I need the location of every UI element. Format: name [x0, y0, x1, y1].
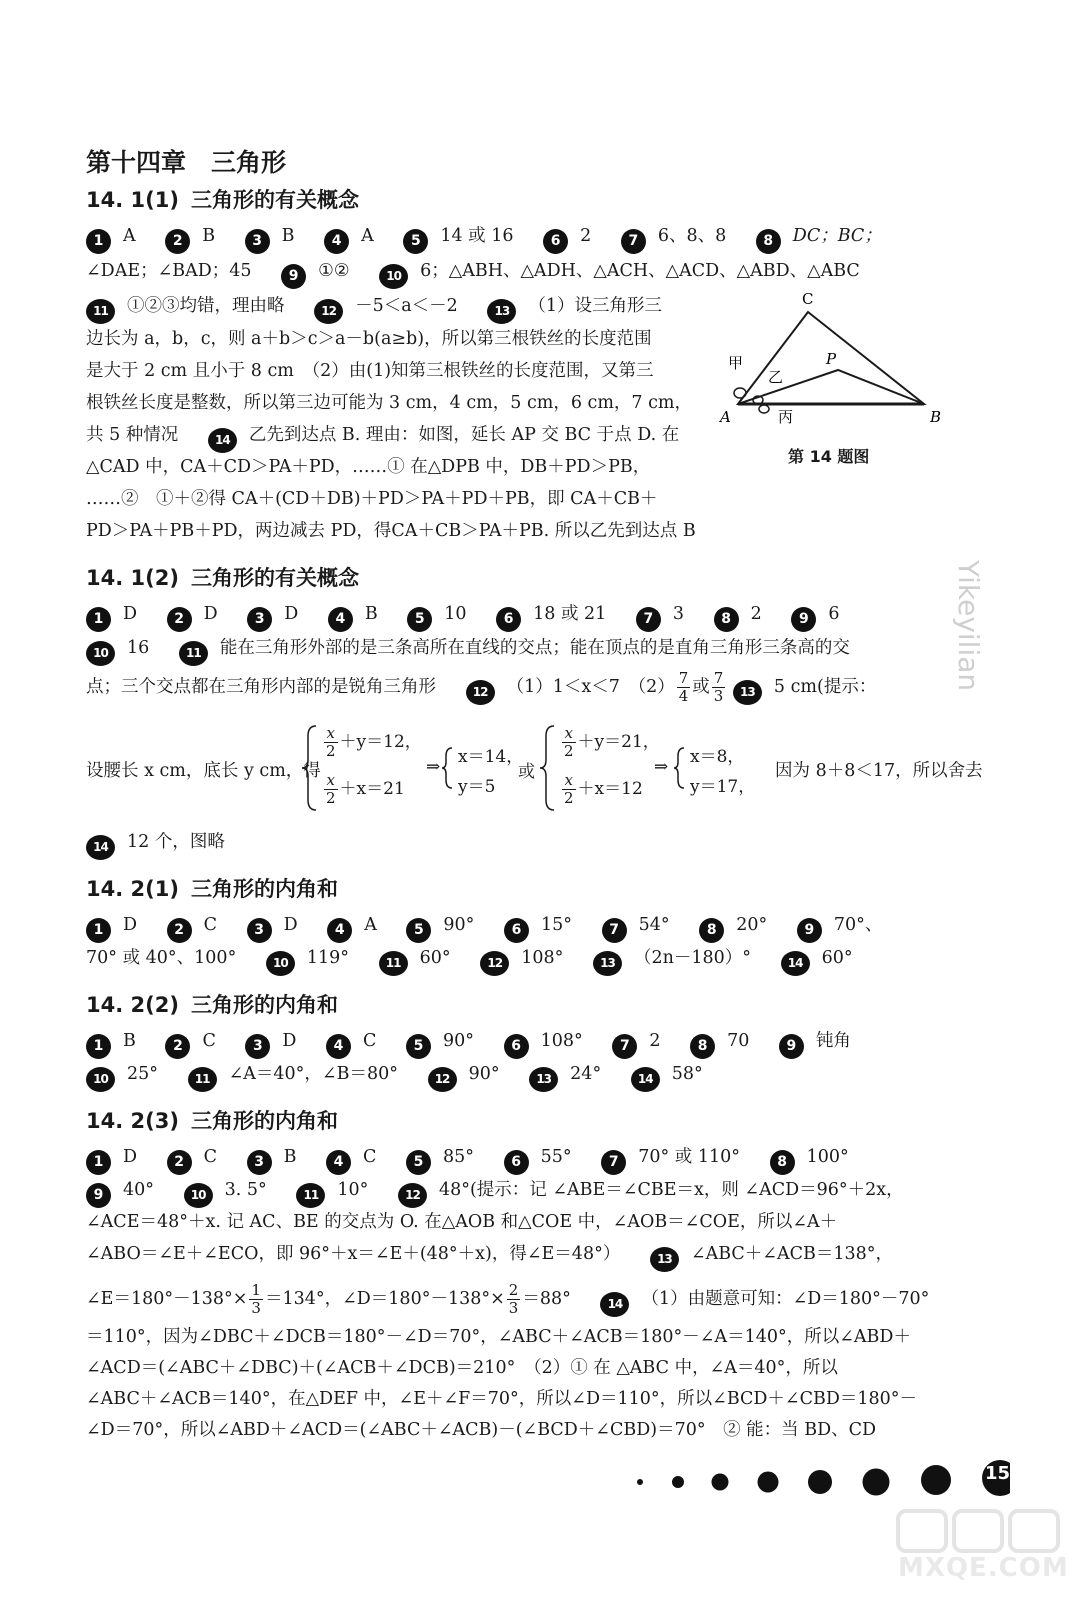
answer: ①②③均错，理由略 — [127, 296, 285, 316]
question-badge: 9 — [281, 264, 306, 289]
label-bing: 丙 — [778, 408, 794, 426]
answer-line — [86, 634, 850, 666]
answer: 10° — [337, 1180, 369, 1200]
question-badge: 2 — [167, 607, 192, 632]
answer: B — [283, 1147, 297, 1167]
question-badge: 2 — [165, 229, 190, 254]
fraction: $\frac{2}{3}$ — [508, 1281, 519, 1317]
answer: 16 — [127, 638, 150, 658]
question-badge: 13 — [487, 299, 516, 324]
question-badge: 9 — [797, 918, 822, 943]
answer: 85° — [443, 1147, 475, 1167]
answer: D — [282, 1031, 297, 1051]
answer: －5＜a＜－2 — [355, 296, 458, 316]
answer-text: ∠ABC＋∠ACB＝140°，在△DEF 中，∠E＋∠F＝70°，所以∠D＝110°，所以∠BCD＋∠CBD＝180°－ — [86, 1389, 918, 1409]
answer: 90° — [468, 1064, 500, 1084]
question-badge: 1 — [86, 1150, 111, 1175]
answer-line — [86, 911, 882, 943]
answer-line — [86, 944, 853, 976]
question-badge: 3 — [247, 607, 272, 632]
question-badge: 9 — [791, 607, 816, 632]
answer: C — [203, 915, 217, 935]
answer: D — [283, 915, 298, 935]
question-badge: 13 — [733, 680, 762, 705]
section-title: 三角形的有关概念 — [191, 566, 359, 590]
answer: 或 — [692, 677, 710, 697]
question-badge: 12 — [398, 1183, 427, 1208]
section-heading-14-2-1 — [86, 873, 338, 903]
question-badge: 9 — [779, 1034, 804, 1059]
answer: 70 — [727, 1031, 750, 1051]
answer-line — [86, 1143, 849, 1175]
answer: 钝角 — [815, 1031, 851, 1051]
question-badge: 5 — [406, 918, 431, 943]
answer: 119° — [306, 948, 350, 968]
equation: $\frac{x}{2}$ ＋x＝12 — [564, 771, 643, 807]
system-intro: 设腰长 x cm，底长 y cm，得 — [86, 761, 321, 781]
answer-text: 因为 8＋8＜17，所以舍去 — [775, 761, 983, 781]
answer: 108° — [521, 948, 564, 968]
section-number: 14. 2(3) — [86, 1109, 179, 1133]
question-badge: 10 — [266, 951, 295, 976]
question-badge: 5 — [406, 1150, 431, 1175]
brand-text: MXQE.COM — [898, 1553, 1069, 1583]
question-badge: 6 — [504, 918, 529, 943]
answer: ∠ABO＝∠E＋∠ECO，即 96°＋x＝∠E＋(48°＋x)，得∠E＝48°） — [86, 1244, 621, 1264]
question-badge: 4 — [328, 607, 353, 632]
implies-arrow: ⇒ — [654, 757, 669, 777]
answer: 6 — [828, 604, 840, 624]
question-badge: 14 — [86, 835, 115, 860]
section-number: 14. 1(1) — [86, 188, 179, 212]
answer: （1）1＜x＜7 （2） — [506, 677, 675, 697]
answer: C — [363, 1031, 377, 1051]
question-badge: 1 — [86, 229, 111, 254]
question-badge: 7 — [602, 918, 627, 943]
answer: ∠DAE；∠BAD；45 — [86, 261, 252, 281]
question-badge: 8 — [699, 918, 724, 943]
question-badge: 9 — [86, 1183, 111, 1208]
section-title: 三角形的内角和 — [191, 877, 338, 901]
answer: 60° — [419, 948, 451, 968]
answer: B — [202, 226, 216, 246]
answer: 90° — [443, 1031, 475, 1051]
answer: 58° — [671, 1064, 703, 1084]
answer: 60° — [821, 948, 853, 968]
page-dots-decoration — [630, 1458, 1010, 1508]
answer: 70° 或 40°、100° — [86, 948, 237, 968]
answer-text: 是大于 2 cm 且小于 8 cm （2）由(1)知第三根铁丝的长度范围，又第三 — [86, 361, 654, 381]
question-badge: 12 — [428, 1067, 457, 1092]
question-badge: 10 — [86, 1067, 115, 1092]
answer: 100° — [806, 1147, 849, 1167]
fraction: $\frac{1}{3}$ — [251, 1281, 261, 1317]
question-badge: 6 — [496, 607, 521, 632]
question-badge: 10 — [379, 264, 408, 289]
question-badge: 11 — [188, 1067, 217, 1092]
answer: 40° — [123, 1180, 155, 1200]
answer-line — [86, 1240, 893, 1272]
question-badge: 10 — [86, 641, 115, 666]
implies-arrow: ⇒ — [426, 757, 441, 777]
question-badge: 3 — [247, 918, 272, 943]
answer: C — [202, 1031, 216, 1051]
answer: 55° — [540, 1147, 572, 1167]
question-badge: 7 — [601, 1150, 626, 1175]
answer: 3. 5° — [224, 1180, 267, 1200]
section-number: 14. 2(1) — [86, 877, 179, 901]
vertex-label-c: C — [802, 290, 814, 308]
answer-line — [86, 828, 225, 860]
question-badge: 4 — [324, 229, 349, 254]
answer-line — [86, 222, 882, 254]
answer: 共 5 种情况 — [86, 425, 179, 445]
answer: DC；BC； — [792, 226, 882, 246]
question-badge: 13 — [529, 1067, 558, 1092]
question-badge: 1 — [86, 607, 111, 632]
answer: C — [363, 1147, 377, 1167]
point-label-p: P — [826, 350, 837, 368]
section-title: 三角形的内角和 — [191, 993, 338, 1017]
question-badge: 11 — [296, 1183, 325, 1208]
answer: 70° 或 110° — [638, 1147, 741, 1167]
question-badge: 3 — [245, 1034, 270, 1059]
answer: 12 个，图略 — [127, 832, 225, 852]
answer: 25° — [127, 1064, 159, 1084]
answer: D — [123, 915, 138, 935]
question-badge: 12 — [466, 680, 495, 705]
answer: 18 或 21 — [533, 604, 607, 624]
answer-text: ∠ACE＝48°＋x. 记 AC、BE 的交点为 O. 在△AOB 和△COE 中，∠AOB＝∠COE，所以∠A＋ — [86, 1212, 838, 1232]
answer: 54° — [638, 915, 670, 935]
question-badge: 8 — [690, 1034, 715, 1059]
answer: C — [203, 1147, 217, 1167]
label-jia: 甲 — [728, 354, 744, 372]
answer-line — [86, 1176, 904, 1208]
answer: B — [123, 1031, 136, 1051]
answer: 48°(提示：记 ∠ABE＝∠CBE＝x，则 ∠ACD＝96°＋2x， — [438, 1180, 904, 1200]
question-badge: 11 — [179, 641, 208, 666]
question-badge: 7 — [612, 1034, 637, 1059]
question-badge: 8 — [756, 229, 781, 254]
answer: 点；三个交点都在三角形内部的是锐角三角形 — [86, 677, 436, 697]
section-number: 14. 2(2) — [86, 993, 179, 1017]
answer: （1）由题意可知：∠D＝180°－70° — [641, 1289, 930, 1309]
section-heading-14-2-3 — [86, 1105, 338, 1135]
triangle-figure — [718, 290, 950, 470]
answer-text: ∠ACD＝(∠ABC＋∠DBC)＋(∠ACB＋∠DCB)＝210° （2）① 在 △ABC 中，∠A＝40°，所以 — [86, 1358, 838, 1378]
question-badge: 2 — [167, 918, 192, 943]
answer: 15° — [541, 915, 573, 935]
vertex-label-b: B — [930, 408, 942, 426]
answer: ∠A＝40°，∠B＝80° — [228, 1064, 398, 1084]
question-badge: 6 — [504, 1150, 529, 1175]
answer-text: ……② ①＋②得 CA＋(CD＋DB)＋PD＞PA＋PD＋PB，即 CA＋CB＋ — [86, 489, 658, 509]
section-number: 14. 1(2) — [86, 566, 179, 590]
question-badge: 14 — [631, 1067, 660, 1092]
answer: D — [123, 1147, 138, 1167]
question-badge: 13 — [593, 951, 622, 976]
watermark: Yikeyilian — [952, 560, 985, 692]
question-badge: 4 — [327, 918, 352, 943]
snail-icon — [734, 388, 769, 413]
question-badge: 4 — [326, 1150, 351, 1175]
answer: 14 或 16 — [440, 226, 514, 246]
answer: ∠ABC＋∠ACB＝138°， — [690, 1244, 894, 1264]
answer-text: 根铁丝长度是整数，所以第三边可能为 3 cm，4 cm，5 cm，6 cm，7 cm， — [86, 393, 693, 413]
equation: $\frac{x}{2}$ ＋y＝21， — [564, 724, 660, 760]
answer: 能在三角形外部的是三条高所在直线的交点；能在顶点的是直角三角形三条高的交 — [219, 638, 850, 658]
answer-line — [86, 292, 662, 324]
answer-text: △CAD 中，CA＋CD＞PA＋PD，……① 在△DPB 中，DB＋PD＞PB， — [86, 457, 651, 477]
vertex-label-a: A — [720, 408, 731, 426]
question-badge: 2 — [165, 1034, 190, 1059]
question-badge: 10 — [184, 1183, 213, 1208]
answer: D — [203, 604, 218, 624]
question-badge: 14 — [208, 428, 237, 453]
question-badge: 6 — [504, 1034, 529, 1059]
answer: （1）设三角形三 — [528, 296, 662, 316]
equation-result: y＝5 — [458, 777, 496, 797]
figure-caption: 第 14 题图 — [788, 447, 870, 466]
question-badge: 12 — [480, 951, 509, 976]
question-badge: 7 — [621, 229, 646, 254]
page-number: 157 — [985, 1463, 1023, 1484]
answer-line — [86, 1027, 851, 1059]
answer: A — [361, 226, 374, 246]
answer: 6；△ABH、△ADH、△ACH、△ACD、△ABD、△ABC — [420, 261, 860, 281]
section-heading-14-1-1 — [86, 184, 359, 214]
question-badge: 3 — [245, 229, 270, 254]
or-text: 或 — [518, 762, 535, 782]
answer: B — [281, 226, 295, 246]
fraction: $\frac{7}{4}$ — [678, 669, 689, 705]
answer: B — [364, 604, 378, 624]
section-title: 三角形的内角和 — [191, 1109, 338, 1133]
answer-line — [86, 670, 876, 705]
answer: 20° — [736, 915, 768, 935]
question-badge: 7 — [636, 607, 661, 632]
question-badge: 3 — [247, 1150, 272, 1175]
section-title: 三角形的有关概念 — [191, 188, 359, 212]
answer: 6、8、8 — [657, 226, 727, 246]
question-badge: 5 — [403, 229, 428, 254]
question-badge: 8 — [770, 1150, 795, 1175]
answer: A — [364, 915, 377, 935]
answer-line — [86, 257, 860, 289]
answer: 24° — [570, 1064, 602, 1084]
question-badge: 4 — [326, 1034, 351, 1059]
answer: 2 — [580, 226, 592, 246]
answer: 10 — [444, 604, 467, 624]
question-badge: 11 — [86, 299, 115, 324]
equation-result: x＝8， — [690, 747, 745, 767]
question-badge: 12 — [314, 299, 343, 324]
answer: 90° — [443, 915, 475, 935]
question-badge: 8 — [714, 607, 739, 632]
answer-text: PD＞PA＋PB＋PD，两边减去 PD，得CA＋CB＞PA＋PB. 所以乙先到达点 B — [86, 521, 696, 541]
answer-text: ＝110°，因为∠DBC＋∠DCB＝180°－∠D＝70°，∠ABC＋∠ACB＝180°－∠A＝140°，所以∠ABD＋ — [86, 1327, 911, 1347]
answer-line — [86, 600, 839, 632]
question-badge: 14 — [781, 951, 810, 976]
answer: D — [284, 604, 299, 624]
answer: ①② — [318, 261, 350, 281]
section-heading-14-2-2 — [86, 989, 338, 1019]
question-badge: 5 — [406, 1034, 431, 1059]
answer-line — [86, 421, 679, 453]
label-yi: 乙 — [768, 368, 784, 386]
question-badge: 13 — [650, 1247, 679, 1272]
answer-line: ∠E＝180°－138°× $\frac{1}{3}$ ＝134°，∠D＝180°－138°× $\frac{2}{3}$ ＝88° 14 （1）由题意可知：∠D＝180°－70° — [86, 1281, 930, 1317]
section-heading-14-1-2 — [86, 562, 359, 592]
answer: D — [123, 604, 138, 624]
fraction: $\frac{7}{3}$ — [713, 669, 724, 705]
answer: 5 cm(提示： — [773, 677, 877, 697]
equation-result: x＝14， — [458, 747, 524, 767]
answer: （2n－180）° — [633, 948, 752, 968]
chapter-title: 第十四章 三角形 — [86, 148, 287, 177]
answer: 70°、 — [833, 915, 883, 935]
answer: 2 — [649, 1031, 661, 1051]
equation: $\frac{x}{2}$ ＋x＝21 — [326, 771, 405, 807]
question-badge: 2 — [167, 1150, 192, 1175]
question-badge: 1 — [86, 918, 111, 943]
answer-text: 边长为 a，b，c，则 a＋b＞c＞a－b(a≥b)，所以第三根铁丝的长度范围 — [86, 329, 652, 349]
question-badge: 11 — [379, 951, 408, 976]
answer-line — [86, 1060, 703, 1092]
question-badge: 14 — [600, 1292, 629, 1317]
question-badge: 1 — [86, 1034, 111, 1059]
answer: 108° — [540, 1031, 583, 1051]
answer-text: ∠D＝70°，所以∠ABD＋∠ACD＝(∠ABC＋∠ACB)－(∠BCD＋∠CBD)＝70° ② 能：当 BD、CD — [86, 1420, 877, 1440]
equation: $\frac{x}{2}$ ＋y＝12， — [326, 724, 422, 760]
answer: 2 — [750, 604, 762, 624]
equation-result: y＝17， — [690, 777, 756, 797]
question-badge: 5 — [407, 607, 432, 632]
answer: 3 — [672, 604, 685, 624]
question-badge: 6 — [543, 229, 568, 254]
answer: A — [123, 226, 136, 246]
answer: 乙先到达点 B. 理由：如图，延长 AP 交 BC 于点 D. 在 — [248, 425, 680, 445]
